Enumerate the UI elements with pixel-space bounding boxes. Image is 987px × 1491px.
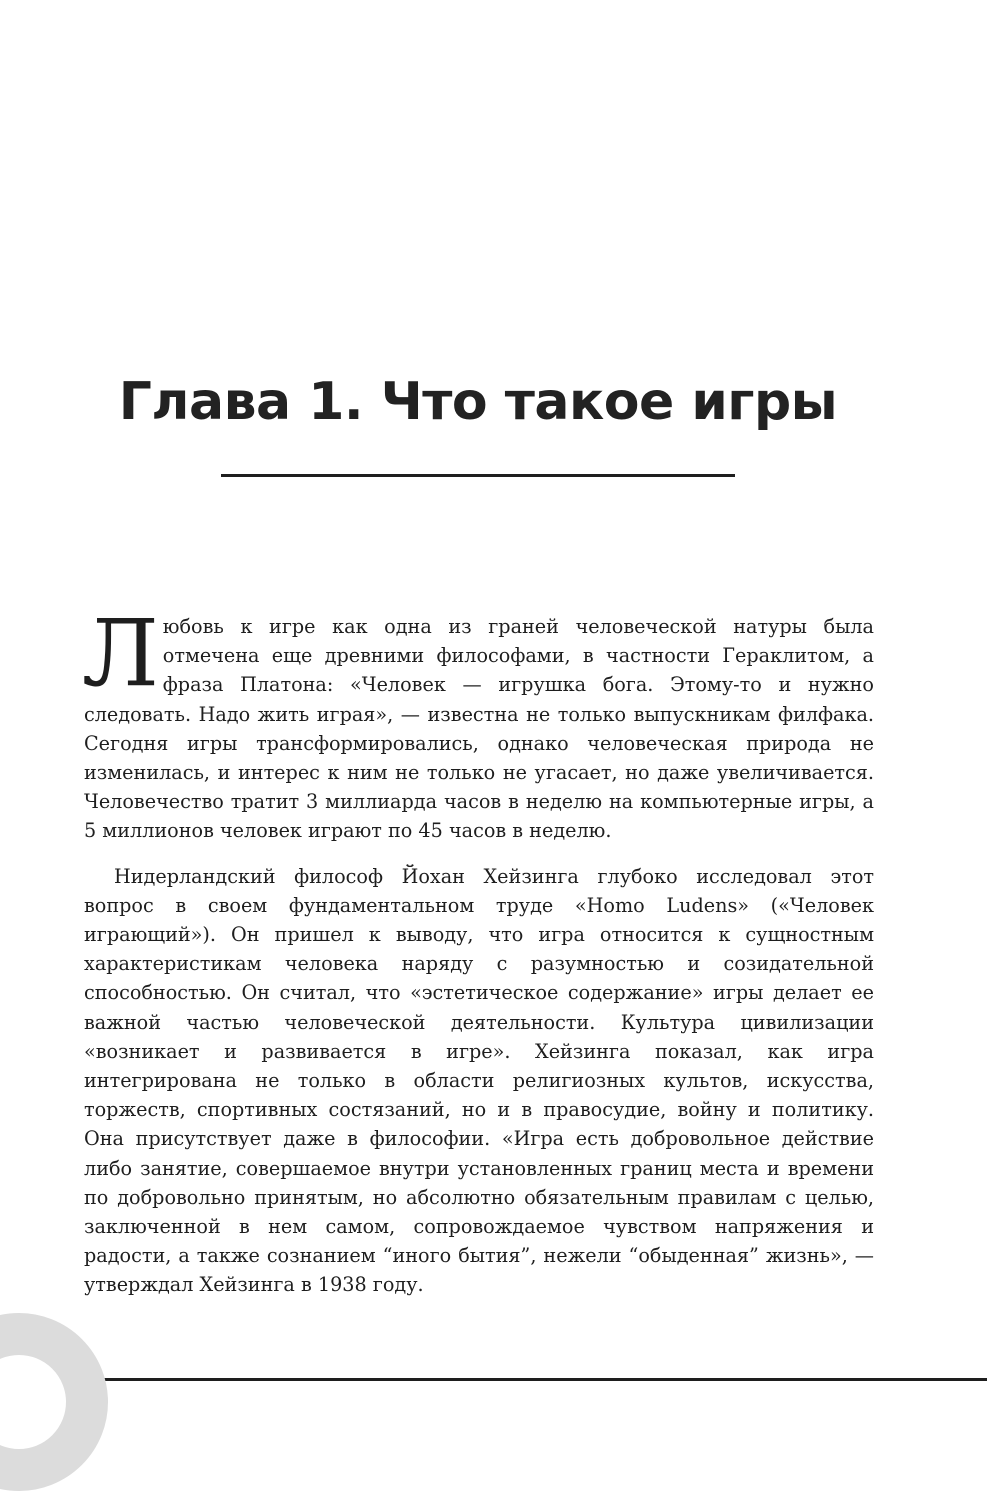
footer-divider xyxy=(86,1378,987,1381)
chapter-title: Глава 1. Что такое игры xyxy=(118,372,838,432)
drop-cap: Л xyxy=(82,600,159,707)
body-text xyxy=(82,600,874,1300)
paragraph-1 xyxy=(82,600,874,846)
paragraph-2: Нидерландский философ Йохан Хейзинга глубоко исследовал этот вопрос в своем фундаментальном труде «Homo Ludens» («Человек играющий»). Он пришел к выводу, что игра относится к сущностным характеристикам человека наряду с разумностью и созидательной способностью. Он считал, что «эстетическое содержание» игры делает ее важной частью человеческой деятельности. Культура цивилизации «возникает и развивается в игре». Хейзинга показал, как игра интегрирована не только в области религиозных культов, искусства, торжеств, спортивных состязаний, но и в правосудие, войну и политику. Она присутствует даже в философии. «Игра есть добровольное действие либо занятие, совершаемое внутри установленных границ места и времени по добровольно принятым, но абсолютно обязательным правилам с целью, заключенной в нем самом, сопровождаемое чувством напряжения и радости, а также сознанием “иного бытия”, нежели “обыденная” жизнь», — утверждал Хейзинга в 1938 году. xyxy=(84,864,874,1297)
title-divider xyxy=(221,474,735,477)
decorative-ring-icon xyxy=(0,1313,108,1491)
paragraph-1-text: юбовь к игре как одна из граней человеческой натуры была отмечена еще древними философами, в частности Гераклитом, а фраза Платона: «Человек — игрушка бога. Этому-то и нужно следовать. Надо жить играя», — известна не только выпускникам филфака. Сегодня игры трансформировались, однако человеческая природа не изменилась, и интерес к ним не только не угасает, но даже увеличивается. Человечество тратит 3 миллиарда часов в неделю на компьютерные игры, а 5 миллионов человек играют по 45 часов в неделю. xyxy=(84,615,874,843)
